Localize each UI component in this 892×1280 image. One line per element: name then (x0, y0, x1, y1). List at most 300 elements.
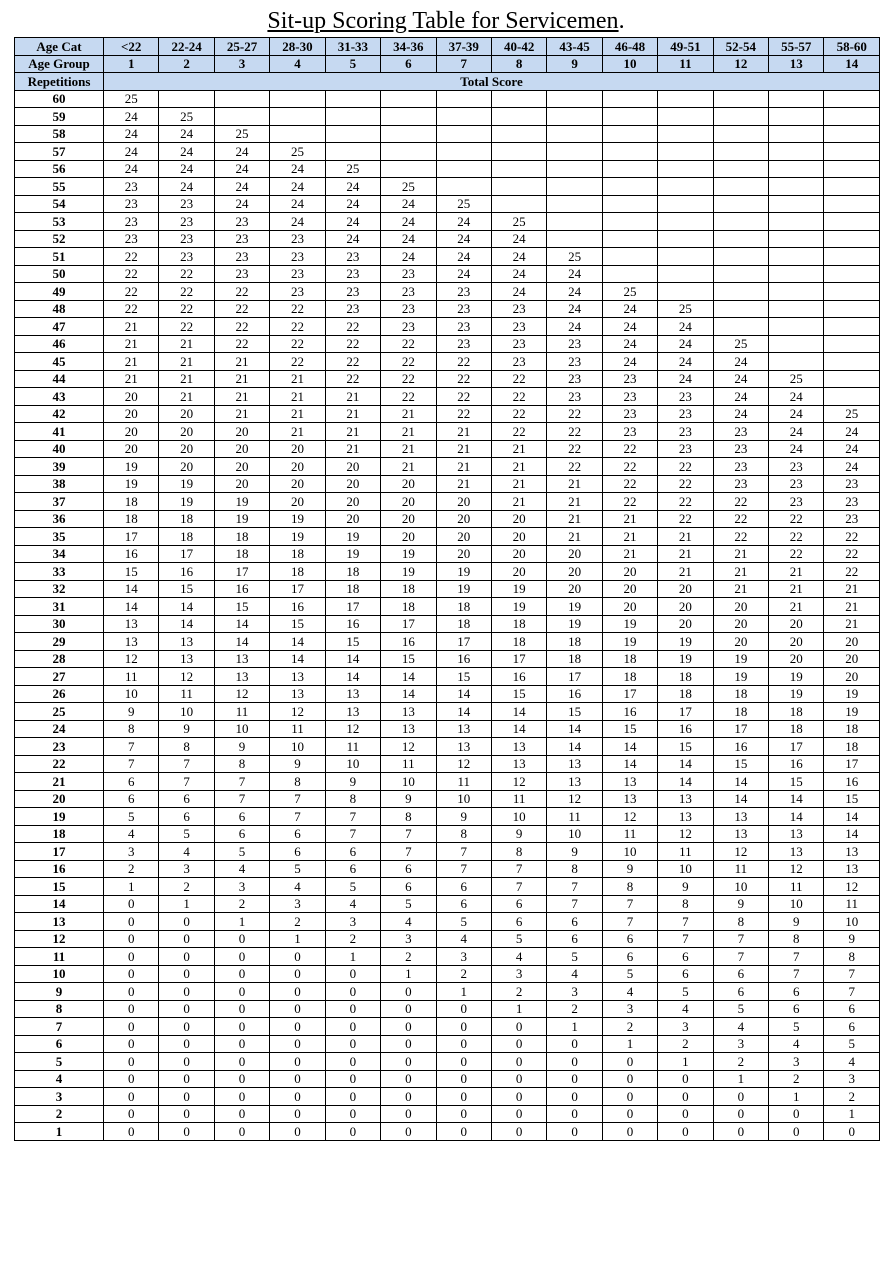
score-cell: 14 (547, 738, 602, 756)
score-cell (602, 143, 657, 161)
score-cell (824, 160, 880, 178)
score-cell: 4 (769, 1035, 824, 1053)
score-cell: 6 (658, 948, 713, 966)
score-cell: 21 (104, 318, 159, 336)
score-cell: 23 (491, 335, 546, 353)
score-cell: 22 (769, 545, 824, 563)
score-cell: 7 (436, 843, 491, 861)
score-cell: 24 (214, 195, 269, 213)
score-cell: 21 (824, 580, 880, 598)
score-cell: 6 (769, 1000, 824, 1018)
score-cell: 0 (214, 930, 269, 948)
score-cell: 9 (547, 843, 602, 861)
score-cell: 0 (159, 965, 214, 983)
score-cell: 12 (325, 720, 380, 738)
score-cell (491, 90, 546, 108)
score-cell: 21 (381, 458, 436, 476)
score-cell: 21 (602, 545, 657, 563)
repetitions-cell: 48 (15, 300, 104, 318)
score-cell: 0 (325, 965, 380, 983)
score-cell: 25 (602, 283, 657, 301)
score-cell: 0 (381, 1000, 436, 1018)
score-cell: 0 (104, 1053, 159, 1071)
score-cell: 23 (159, 195, 214, 213)
score-cell: 19 (547, 598, 602, 616)
score-cell (658, 108, 713, 126)
score-cell: 0 (547, 1123, 602, 1141)
table-row (15, 895, 880, 913)
score-cell: 6 (270, 843, 325, 861)
score-cell: 18 (159, 528, 214, 546)
score-cell (547, 178, 602, 196)
score-cell: 13 (436, 738, 491, 756)
score-cell: 21 (602, 528, 657, 546)
score-cell (602, 90, 657, 108)
score-cell: 15 (104, 563, 159, 581)
score-cell: 11 (104, 668, 159, 686)
score-cell: 5 (436, 913, 491, 931)
score-cell: 11 (824, 895, 880, 913)
score-cell: 13 (436, 720, 491, 738)
table-row (15, 615, 880, 633)
score-cell: 12 (602, 808, 657, 826)
score-cell (436, 125, 491, 143)
score-cell: 20 (436, 545, 491, 563)
table-row (15, 965, 880, 983)
score-cell: 13 (824, 843, 880, 861)
score-cell: 23 (602, 370, 657, 388)
age-group-header: 10 (602, 55, 657, 73)
score-cell: 0 (214, 1053, 269, 1071)
score-cell: 1 (713, 1070, 768, 1088)
score-cell: 21 (547, 475, 602, 493)
score-cell (824, 353, 880, 371)
score-cell: 0 (104, 965, 159, 983)
score-cell: 21 (159, 388, 214, 406)
repetitions-cell: 1 (15, 1123, 104, 1141)
score-cell: 19 (769, 685, 824, 703)
score-cell: 20 (769, 615, 824, 633)
repetitions-cell: 57 (15, 143, 104, 161)
score-cell: 0 (270, 1035, 325, 1053)
score-cell: 7 (491, 878, 546, 896)
score-cell: 11 (602, 825, 657, 843)
score-cell (602, 125, 657, 143)
score-cell: 24 (713, 353, 768, 371)
score-cell: 13 (159, 650, 214, 668)
score-cell: 6 (214, 825, 269, 843)
score-cell: 20 (159, 458, 214, 476)
score-cell: 9 (769, 913, 824, 931)
score-cell (270, 108, 325, 126)
score-cell: 25 (658, 300, 713, 318)
score-cell: 7 (159, 773, 214, 791)
score-cell: 3 (325, 913, 380, 931)
score-cell: 23 (159, 230, 214, 248)
score-cell: 0 (436, 1000, 491, 1018)
score-cell: 8 (104, 720, 159, 738)
score-cell: 21 (270, 405, 325, 423)
score-cell: 2 (436, 965, 491, 983)
table-row (15, 90, 880, 108)
score-cell: 7 (325, 808, 380, 826)
score-cell (713, 265, 768, 283)
score-cell: 4 (159, 843, 214, 861)
score-cell: 21 (325, 440, 380, 458)
score-cell (769, 248, 824, 266)
score-cell: 23 (436, 335, 491, 353)
score-cell: 0 (104, 1105, 159, 1123)
repetitions-cell: 18 (15, 825, 104, 843)
table-row (15, 563, 880, 581)
score-cell: 4 (547, 965, 602, 983)
score-cell: 0 (491, 1088, 546, 1106)
score-cell: 0 (159, 1088, 214, 1106)
score-cell: 20 (325, 458, 380, 476)
age-group-header: 1 (104, 55, 159, 73)
score-cell: 0 (159, 983, 214, 1001)
score-cell: 6 (547, 930, 602, 948)
score-cell: 2 (602, 1018, 657, 1036)
score-cell (602, 160, 657, 178)
score-cell: 18 (658, 685, 713, 703)
score-cell: 23 (713, 475, 768, 493)
score-cell: 0 (159, 1018, 214, 1036)
score-cell: 15 (602, 720, 657, 738)
score-cell (658, 143, 713, 161)
score-cell: 6 (436, 895, 491, 913)
score-cell: 0 (104, 1070, 159, 1088)
table-row (15, 353, 880, 371)
score-cell: 23 (214, 230, 269, 248)
repetitions-cell: 17 (15, 843, 104, 861)
score-cell: 14 (769, 808, 824, 826)
score-cell: 6 (658, 965, 713, 983)
table-row (15, 738, 880, 756)
score-cell: 6 (602, 930, 657, 948)
score-cell: 21 (602, 510, 657, 528)
score-cell: 0 (270, 1053, 325, 1071)
score-cell: 20 (824, 650, 880, 668)
score-cell: 1 (270, 930, 325, 948)
score-cell (159, 90, 214, 108)
score-cell: 12 (381, 738, 436, 756)
score-cell: 0 (270, 983, 325, 1001)
score-cell: 23 (602, 423, 657, 441)
score-cell: 24 (270, 195, 325, 213)
score-cell: 24 (325, 213, 380, 231)
score-cell: 14 (602, 738, 657, 756)
score-cell: 6 (325, 843, 380, 861)
repetitions-cell: 56 (15, 160, 104, 178)
score-cell: 20 (658, 580, 713, 598)
score-cell: 23 (491, 318, 546, 336)
score-cell: 14 (824, 808, 880, 826)
score-cell: 4 (713, 1018, 768, 1036)
score-cell: 20 (436, 493, 491, 511)
score-cell: 0 (325, 1035, 380, 1053)
score-cell: 5 (381, 895, 436, 913)
score-cell: 21 (104, 370, 159, 388)
score-cell: 23 (381, 318, 436, 336)
score-cell: 0 (214, 983, 269, 1001)
score-cell: 5 (547, 948, 602, 966)
age-cat-header: 52-54 (713, 38, 768, 56)
score-cell: 18 (104, 493, 159, 511)
table-row (15, 580, 880, 598)
table-row (15, 265, 880, 283)
score-cell: 23 (602, 405, 657, 423)
score-cell: 0 (713, 1123, 768, 1141)
score-cell: 22 (658, 475, 713, 493)
score-cell: 22 (159, 300, 214, 318)
score-cell: 3 (491, 965, 546, 983)
score-cell: 5 (824, 1035, 880, 1053)
score-cell: 24 (769, 388, 824, 406)
score-cell: 22 (381, 388, 436, 406)
page-title (0, 6, 892, 36)
score-cell: 19 (769, 668, 824, 686)
score-cell: 18 (602, 668, 657, 686)
repetitions-cell: 37 (15, 493, 104, 511)
score-cell: 21 (214, 405, 269, 423)
score-cell: 11 (270, 720, 325, 738)
table-row (15, 335, 880, 353)
score-cell: 17 (769, 738, 824, 756)
table-row (15, 650, 880, 668)
score-cell: 18 (547, 633, 602, 651)
repetitions-cell: 13 (15, 913, 104, 931)
score-cell: 0 (602, 1088, 657, 1106)
repetitions-cell: 29 (15, 633, 104, 651)
score-cell: 21 (491, 458, 546, 476)
score-cell: 0 (325, 1105, 380, 1123)
score-cell: 24 (769, 440, 824, 458)
score-cell: 23 (658, 388, 713, 406)
score-cell: 22 (214, 300, 269, 318)
repetitions-cell: 28 (15, 650, 104, 668)
score-cell: 0 (381, 1088, 436, 1106)
score-cell (713, 300, 768, 318)
score-cell: 24 (713, 388, 768, 406)
age-group-header: 14 (824, 55, 880, 73)
score-cell: 22 (547, 423, 602, 441)
score-cell: 24 (547, 318, 602, 336)
score-cell: 23 (214, 213, 269, 231)
score-cell: 7 (602, 913, 657, 931)
score-cell: 0 (104, 930, 159, 948)
score-cell: 20 (381, 493, 436, 511)
score-cell: 18 (491, 633, 546, 651)
score-cell: 1 (602, 1035, 657, 1053)
score-cell: 23 (769, 458, 824, 476)
score-cell: 19 (104, 475, 159, 493)
score-cell: 0 (713, 1088, 768, 1106)
score-cell: 9 (214, 738, 269, 756)
score-cell: 23 (270, 265, 325, 283)
score-cell: 17 (491, 650, 546, 668)
score-cell (824, 283, 880, 301)
score-cell: 14 (769, 790, 824, 808)
score-cell: 23 (713, 458, 768, 476)
table-row (15, 633, 880, 651)
score-cell (381, 160, 436, 178)
repetitions-header-row (15, 73, 880, 91)
score-cell: 2 (270, 913, 325, 931)
table-row (15, 878, 880, 896)
score-cell: 21 (381, 405, 436, 423)
table-row (15, 423, 880, 441)
score-cell: 0 (104, 983, 159, 1001)
score-cell: 25 (436, 195, 491, 213)
score-cell (214, 108, 269, 126)
score-cell: 19 (270, 510, 325, 528)
score-cell: 22 (159, 283, 214, 301)
score-cell: 10 (658, 860, 713, 878)
score-cell: 24 (824, 458, 880, 476)
score-cell: 0 (381, 1105, 436, 1123)
score-cell: 16 (547, 685, 602, 703)
score-cell (658, 213, 713, 231)
score-cell: 24 (436, 230, 491, 248)
score-cell: 23 (491, 353, 546, 371)
score-cell: 1 (325, 948, 380, 966)
score-cell: 24 (381, 230, 436, 248)
score-cell: 14 (602, 755, 657, 773)
score-cell: 1 (159, 895, 214, 913)
score-cell: 23 (381, 265, 436, 283)
score-cell: 8 (769, 930, 824, 948)
score-cell: 22 (436, 370, 491, 388)
score-cell: 5 (325, 878, 380, 896)
score-cell: 16 (381, 633, 436, 651)
score-cell: 14 (436, 685, 491, 703)
repetitions-cell: 49 (15, 283, 104, 301)
score-cell: 14 (713, 773, 768, 791)
score-cell: 14 (381, 668, 436, 686)
score-cell: 4 (381, 913, 436, 931)
score-cell (769, 125, 824, 143)
score-cell: 22 (713, 528, 768, 546)
score-cell: 0 (325, 1123, 380, 1141)
score-cell (491, 178, 546, 196)
score-cell: 23 (381, 283, 436, 301)
score-cell: 13 (104, 633, 159, 651)
score-cell: 6 (436, 878, 491, 896)
score-cell: 23 (547, 370, 602, 388)
score-cell: 0 (658, 1088, 713, 1106)
repetitions-cell: 11 (15, 948, 104, 966)
score-cell: 7 (602, 895, 657, 913)
score-cell: 24 (769, 423, 824, 441)
score-cell: 24 (214, 178, 269, 196)
score-cell: 22 (824, 528, 880, 546)
score-cell: 2 (325, 930, 380, 948)
score-cell: 23 (491, 300, 546, 318)
score-cell: 12 (658, 825, 713, 843)
score-cell: 0 (547, 1088, 602, 1106)
table-row (15, 808, 880, 826)
score-cell: 10 (214, 720, 269, 738)
table-row (15, 825, 880, 843)
score-cell: 20 (769, 650, 824, 668)
score-cell: 22 (325, 370, 380, 388)
score-cell: 7 (104, 738, 159, 756)
score-cell: 0 (658, 1070, 713, 1088)
score-cell: 23 (824, 475, 880, 493)
score-cell: 9 (713, 895, 768, 913)
score-cell: 24 (602, 335, 657, 353)
score-cell: 19 (104, 458, 159, 476)
score-cell: 24 (270, 213, 325, 231)
score-cell: 9 (381, 790, 436, 808)
score-cell: 21 (658, 528, 713, 546)
age-group-header: 2 (159, 55, 214, 73)
score-cell: 0 (491, 1123, 546, 1141)
score-cell: 21 (159, 370, 214, 388)
score-cell: 0 (325, 1018, 380, 1036)
score-cell: 5 (104, 808, 159, 826)
score-cell: 18 (491, 615, 546, 633)
score-cell: 16 (436, 650, 491, 668)
score-cell: 22 (491, 370, 546, 388)
score-cell: 0 (436, 1105, 491, 1123)
score-cell: 24 (602, 353, 657, 371)
score-cell: 20 (159, 440, 214, 458)
score-cell: 6 (491, 913, 546, 931)
score-cell: 9 (159, 720, 214, 738)
table-row (15, 1070, 880, 1088)
score-cell: 0 (104, 948, 159, 966)
score-cell: 20 (491, 510, 546, 528)
score-cell: 14 (159, 615, 214, 633)
score-cell (713, 213, 768, 231)
repetitions-cell: 16 (15, 860, 104, 878)
score-cell: 5 (270, 860, 325, 878)
score-cell: 19 (602, 633, 657, 651)
score-cell: 7 (547, 878, 602, 896)
score-cell: 24 (436, 213, 491, 231)
score-cell: 15 (214, 598, 269, 616)
score-cell: 8 (214, 755, 269, 773)
score-cell (658, 230, 713, 248)
score-cell: 6 (713, 983, 768, 1001)
score-cell: 7 (381, 825, 436, 843)
score-cell: 23 (159, 213, 214, 231)
score-cell: 0 (491, 1053, 546, 1071)
score-cell: 19 (824, 703, 880, 721)
score-cell: 20 (325, 475, 380, 493)
table-row (15, 1105, 880, 1123)
score-cell: 20 (602, 563, 657, 581)
score-cell (547, 125, 602, 143)
score-cell: 20 (713, 633, 768, 651)
age-group-header: 11 (658, 55, 713, 73)
table-row (15, 318, 880, 336)
score-cell: 3 (602, 1000, 657, 1018)
score-cell: 12 (547, 790, 602, 808)
score-cell: 0 (159, 930, 214, 948)
age-group-header: 5 (325, 55, 380, 73)
score-cell: 21 (491, 475, 546, 493)
score-cell: 24 (824, 423, 880, 441)
score-cell: 6 (270, 825, 325, 843)
score-cell: 0 (491, 1018, 546, 1036)
table-row (15, 1035, 880, 1053)
score-cell: 0 (547, 1053, 602, 1071)
score-cell: 0 (381, 1035, 436, 1053)
score-cell: 22 (104, 283, 159, 301)
